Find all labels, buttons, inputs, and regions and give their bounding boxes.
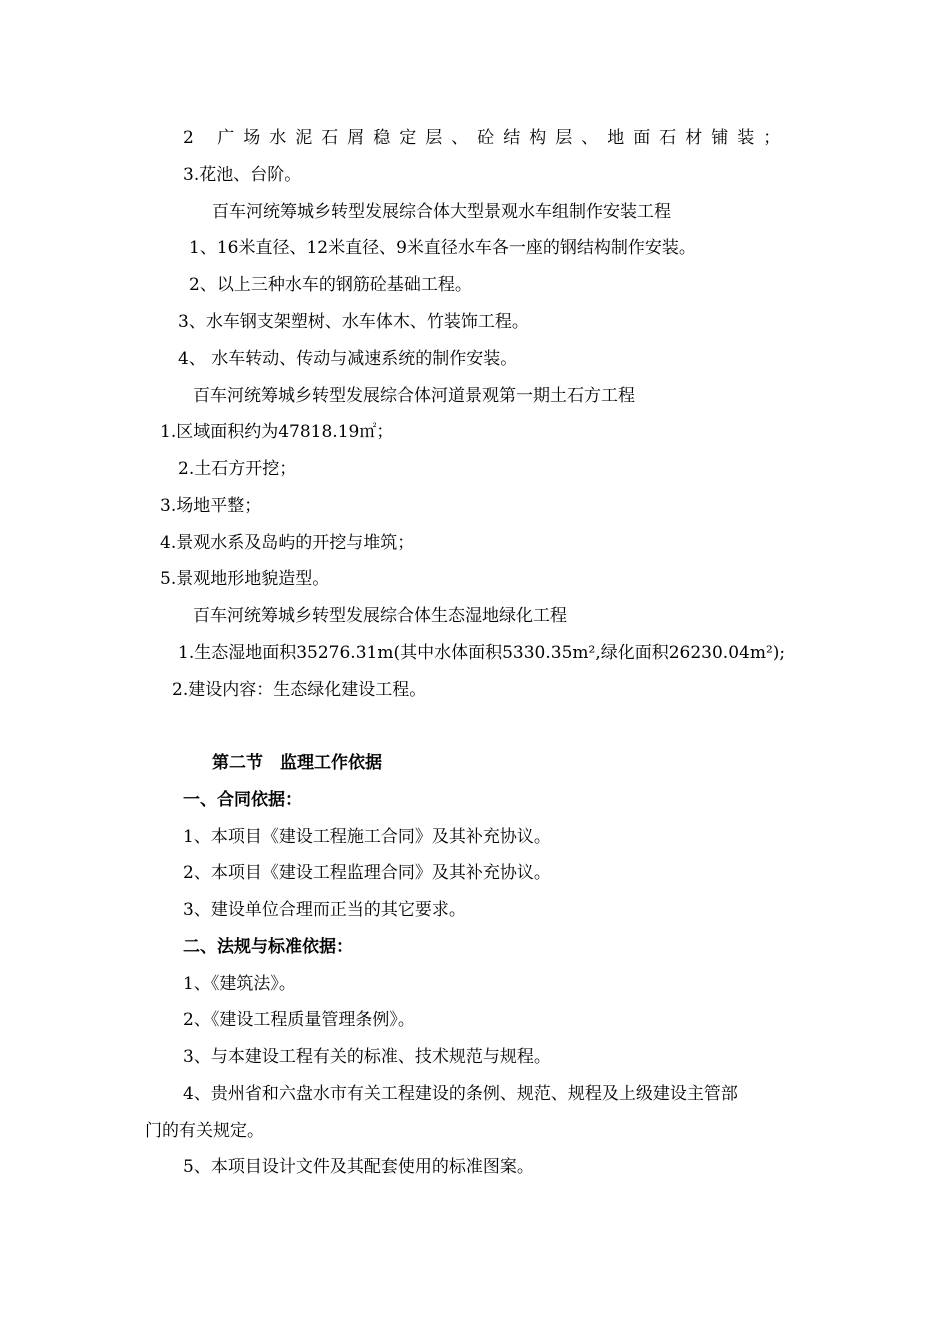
scope-item-flowerbeds-steps: 3.花池、台阶。 (183, 165, 302, 185)
regulation-item-1: 1、《建筑法》。 (183, 974, 296, 994)
project-heading-earthwork: 百车河统筹城乡转型发展综合体河道景观第一期土石方工程 (193, 386, 635, 406)
regulation-item-2: 2、《建设工程质量管理条例》。 (183, 1010, 415, 1030)
waterwheel-item-3: 3、水车钢支架塑树、水车体木、竹装饰工程。 (178, 312, 529, 332)
earthwork-item-4: 4.景观水系及岛屿的开挖与堆筑； (160, 533, 415, 553)
earthwork-item-5: 5.景观地形地貌造型。 (160, 569, 330, 589)
subsection-regulation-basis: 二、法规与标准依据： (183, 937, 353, 957)
waterwheel-item-2: 2、以上三种水车的钢筋砼基础工程。 (189, 275, 472, 295)
wetland-item-1: 1.生态湿地面积35276.31m(其中水体面积5330.35m²,绿化面积26230.04m²); (178, 643, 786, 663)
waterwheel-item-4: 4、 水车转动、传动与减速系统的制作安装。 (178, 349, 518, 369)
earthwork-item-2: 2.土石方开挖； (178, 459, 297, 479)
contract-item-1: 1、本项目《建设工程施工合同》及其补充协议。 (183, 827, 551, 847)
contract-item-2: 2、本项目《建设工程监理合同》及其补充协议。 (183, 863, 551, 883)
waterwheel-item-1: 1、16米直径、12米直径、9米直径水车各一座的钢结构制作安装。 (189, 238, 696, 258)
scope-item-plaza-layers: 2 广场水泥石屑稳定层、砼结构层、地面石材铺装； (183, 128, 790, 148)
project-heading-waterwheel: 百车河统筹城乡转型发展综合体大型景观水车组制作安装工程 (212, 202, 671, 222)
regulation-item-3: 3、与本建设工程有关的标准、技术规范与规程。 (183, 1047, 551, 1067)
project-heading-wetland: 百车河统筹城乡转型发展综合体生态湿地绿化工程 (193, 606, 567, 626)
subsection-contract-basis: 一、合同依据： (183, 790, 302, 810)
wetland-item-2: 2.建设内容：生态绿化建设工程。 (172, 680, 427, 700)
regulation-item-4-continued: 门的有关规定。 (145, 1121, 264, 1141)
regulation-item-4: 4、贵州省和六盘水市有关工程建设的条例、规范、规程及上级建设主管部 (183, 1084, 738, 1104)
earthwork-item-3: 3.场地平整； (160, 496, 262, 516)
section-title: 第二节 监理工作依据 (212, 753, 382, 773)
contract-item-3: 3、建设单位合理而正当的其它要求。 (183, 900, 466, 920)
earthwork-item-1: 1.区域面积约为47818.19㎡； (160, 422, 394, 442)
regulation-item-5: 5、本项目设计文件及其配套使用的标准图案。 (183, 1157, 534, 1177)
